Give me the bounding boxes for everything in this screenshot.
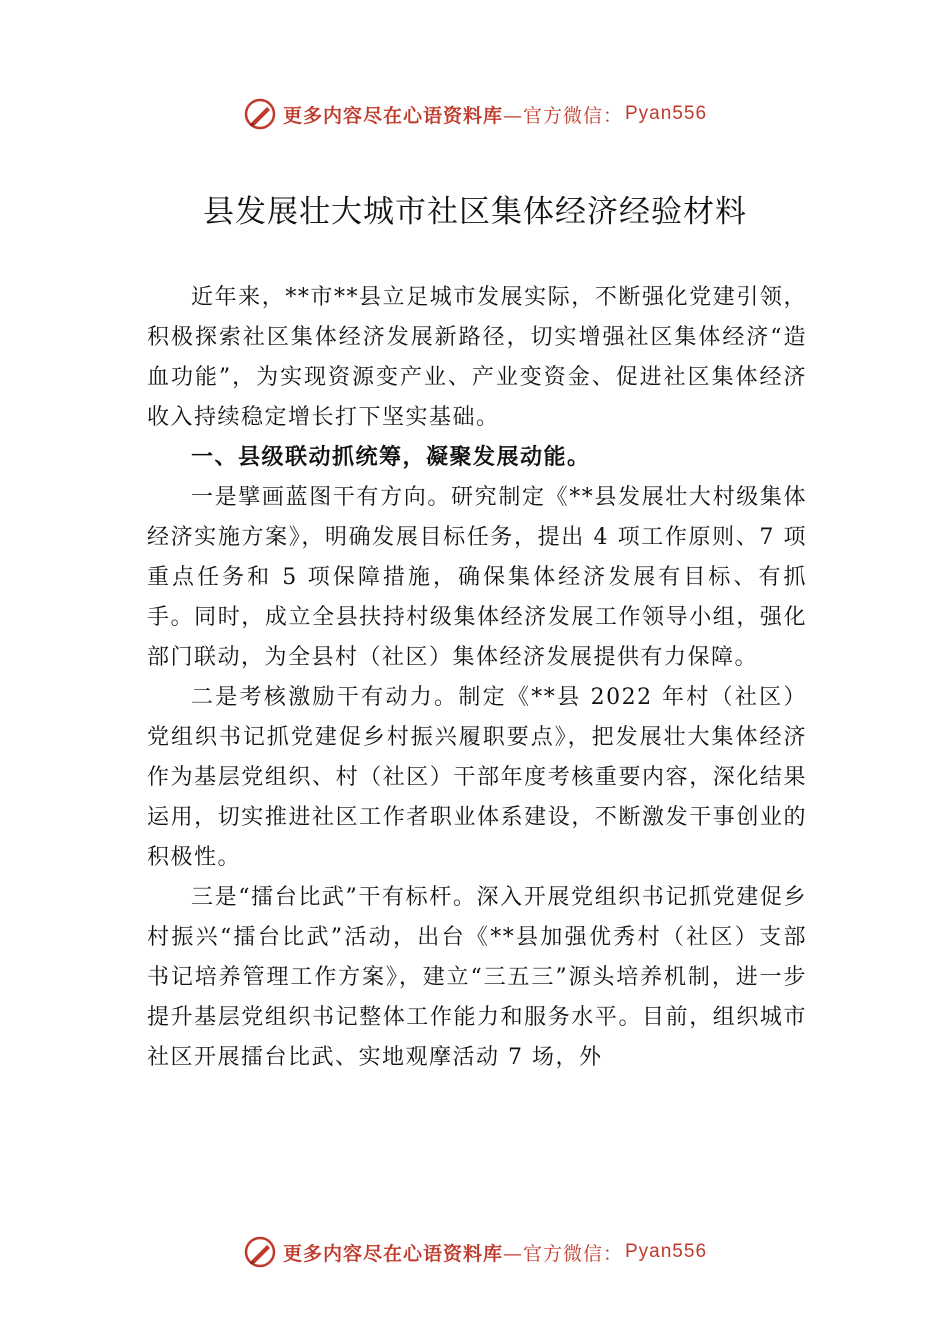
pen-logo-icon: [243, 97, 277, 131]
header-banner: [0, 94, 950, 134]
section-heading: 一、县级联动抓统筹，凝聚发展动能。: [191, 445, 591, 470]
paragraph-2: 二是考核激励干有动力。制定《**县 2022 年村（社区）党组织书记抓党建促乡村振兴履职要点》，把发展壮大集体经济作为基层党组织、村（社区）干部年度考核重要内容，深化结果运用，切实推进社区工作者职业体系建设，不断激发干事创业的积极性。: [147, 685, 807, 870]
banner-wechat-account: Pyan556: [625, 1241, 708, 1262]
banner-wechat-label: —官方微信：: [502, 1242, 623, 1265]
banner-brand: 更多内容尽在心语资料库: [282, 1242, 503, 1265]
intro-paragraph: 近年来，**市**县立足城市发展实际，不断强化党建引领，积极探索社区集体经济发展新路径，切实增强社区集体经济“造血功能”，为实现资源变产业、产业变资金、促进社区集体经济收入持续稳定增长打下坚实基础。: [147, 285, 807, 430]
footer-banner: [0, 1232, 950, 1272]
paragraph-1: 一是擘画蓝图干有方向。研究制定《**县发展壮大村级集体经济实施方案》，明确发展目标任务，提出 4 项工作原则、7 项重点任务和 5 项保障措施，确保集体经济发展有目标、有抓手。同时，成立全县扶持村级集体经济发展工作领导小组，强化部门联动，为全县村（社区）集体经济发展提供有力保障。: [147, 485, 807, 670]
pen-logo-icon: [243, 1235, 277, 1269]
document-body: [147, 278, 807, 1078]
banner-brand: 更多内容尽在心语资料库: [282, 104, 503, 127]
banner-wechat-account: Pyan556: [625, 103, 708, 124]
document-title: 县发展壮大城市社区集体经济经验材料: [203, 194, 747, 230]
banner-wechat-label: —官方微信：: [502, 104, 623, 127]
paragraph-3: 三是“擂台比武”干有标杆。深入开展党组织书记抓党建促乡村振兴“擂台比武”活动，出台《**县加强优秀村（社区）支部书记培养管理工作方案》，建立“三五三”源头培养机制，进一步提升基层党组织书记整体工作能力和服务水平。目前，组织城市社区开展擂台比武、实地观摩活动 7 场，外: [147, 885, 807, 1070]
